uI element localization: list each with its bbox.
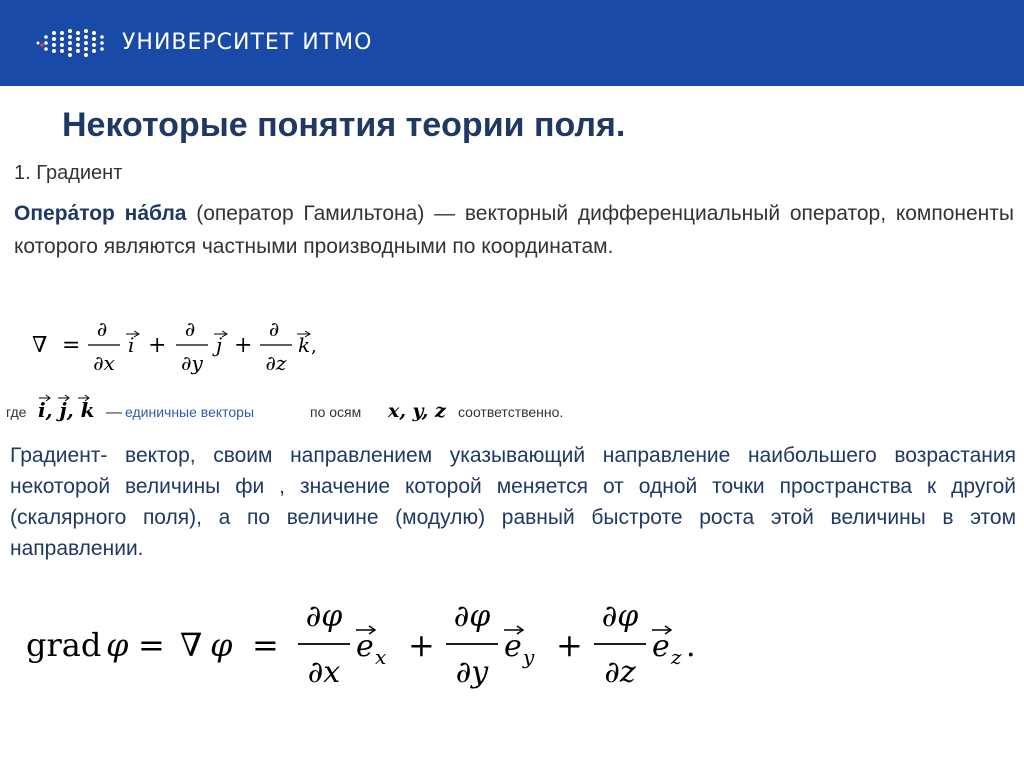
svg-text:i: i: [128, 333, 135, 357]
gradient-formula: [26, 590, 716, 700]
definition-paragraph: [14, 197, 1014, 263]
section-heading: 1. Градиент: [14, 162, 123, 184]
svg-text:∂φ: ∂φ: [305, 599, 343, 634]
itmo-logo-icon: [34, 28, 110, 58]
slide-title: Некоторые понятия теории поля.: [62, 106, 626, 144]
svg-text:.: .: [686, 629, 696, 664]
svg-text:—: —: [106, 404, 122, 421]
unit-vectors-link: единичные векторы: [125, 404, 255, 420]
svg-text:k: k: [298, 333, 311, 357]
svg-text:φ: φ: [210, 626, 233, 664]
svg-text:где: где: [6, 404, 27, 420]
svg-text:∂y: ∂y: [181, 351, 203, 375]
svg-text:соответственно.: соответственно.: [458, 404, 564, 420]
svg-text:∇: ∇: [180, 626, 203, 664]
svg-text:∇: ∇: [32, 333, 48, 358]
header-bar: [0, 0, 1024, 86]
gradient-definition: Градиент- вектор, своим направлением указывающий направление наибольшего возрастания некоторой величины фи , значение которой меняется от одной точки пространства к другой (скалярного поля), а по величине (модулю) равный быстроте роста этой величины в этом направлении.: [10, 444, 1016, 560]
svg-text:x: x: [375, 645, 387, 669]
unit-vectors-note: [6, 391, 606, 427]
svg-text:=: =: [252, 626, 279, 664]
svg-text:e: e: [504, 629, 522, 664]
svg-text:j: j: [216, 333, 223, 357]
nabla-formula: [30, 312, 320, 382]
svg-text:=: =: [62, 333, 81, 358]
svg-text:+: +: [408, 626, 435, 664]
svg-text:e: e: [356, 629, 374, 664]
svg-text:+: +: [148, 333, 167, 358]
svg-text:∂z: ∂z: [265, 351, 287, 375]
definition-term: Опера́тор на́бла: [14, 202, 187, 225]
svg-text:∂x: ∂x: [93, 351, 115, 375]
svg-text:grad: grad: [26, 626, 102, 664]
svg-text:по осям: по осям: [310, 404, 362, 420]
svg-text:=: =: [138, 626, 165, 664]
svg-text:+: +: [234, 333, 253, 358]
svg-text:∂: ∂: [184, 317, 196, 341]
svg-text:e: e: [652, 629, 670, 664]
svg-text:∂x: ∂x: [307, 655, 341, 690]
svg-text:∂: ∂: [96, 317, 108, 341]
svg-text:∂y: ∂y: [455, 655, 489, 690]
svg-text:∂: ∂: [268, 317, 280, 341]
definition-text: (оператор Гамильтона) — векторный дифференциальный оператор, компоненты которого являются частными производными по координатам.: [14, 202, 1014, 258]
svg-text:i, j, k: i, j, k: [38, 398, 95, 422]
svg-text:∂φ: ∂φ: [453, 599, 491, 634]
svg-text:z: z: [671, 645, 682, 669]
svg-text:x, y, z: x, y, z: [388, 400, 446, 422]
svg-text:y: y: [523, 645, 535, 669]
svg-text:φ: φ: [106, 626, 129, 664]
svg-text:+: +: [556, 626, 583, 664]
brand-name: УНИВЕРСИТЕТ ИТМО: [122, 30, 373, 55]
svg-text:∂z: ∂z: [604, 655, 636, 690]
svg-text:∂φ: ∂φ: [601, 599, 639, 634]
svg-text:,: ,: [311, 336, 317, 357]
